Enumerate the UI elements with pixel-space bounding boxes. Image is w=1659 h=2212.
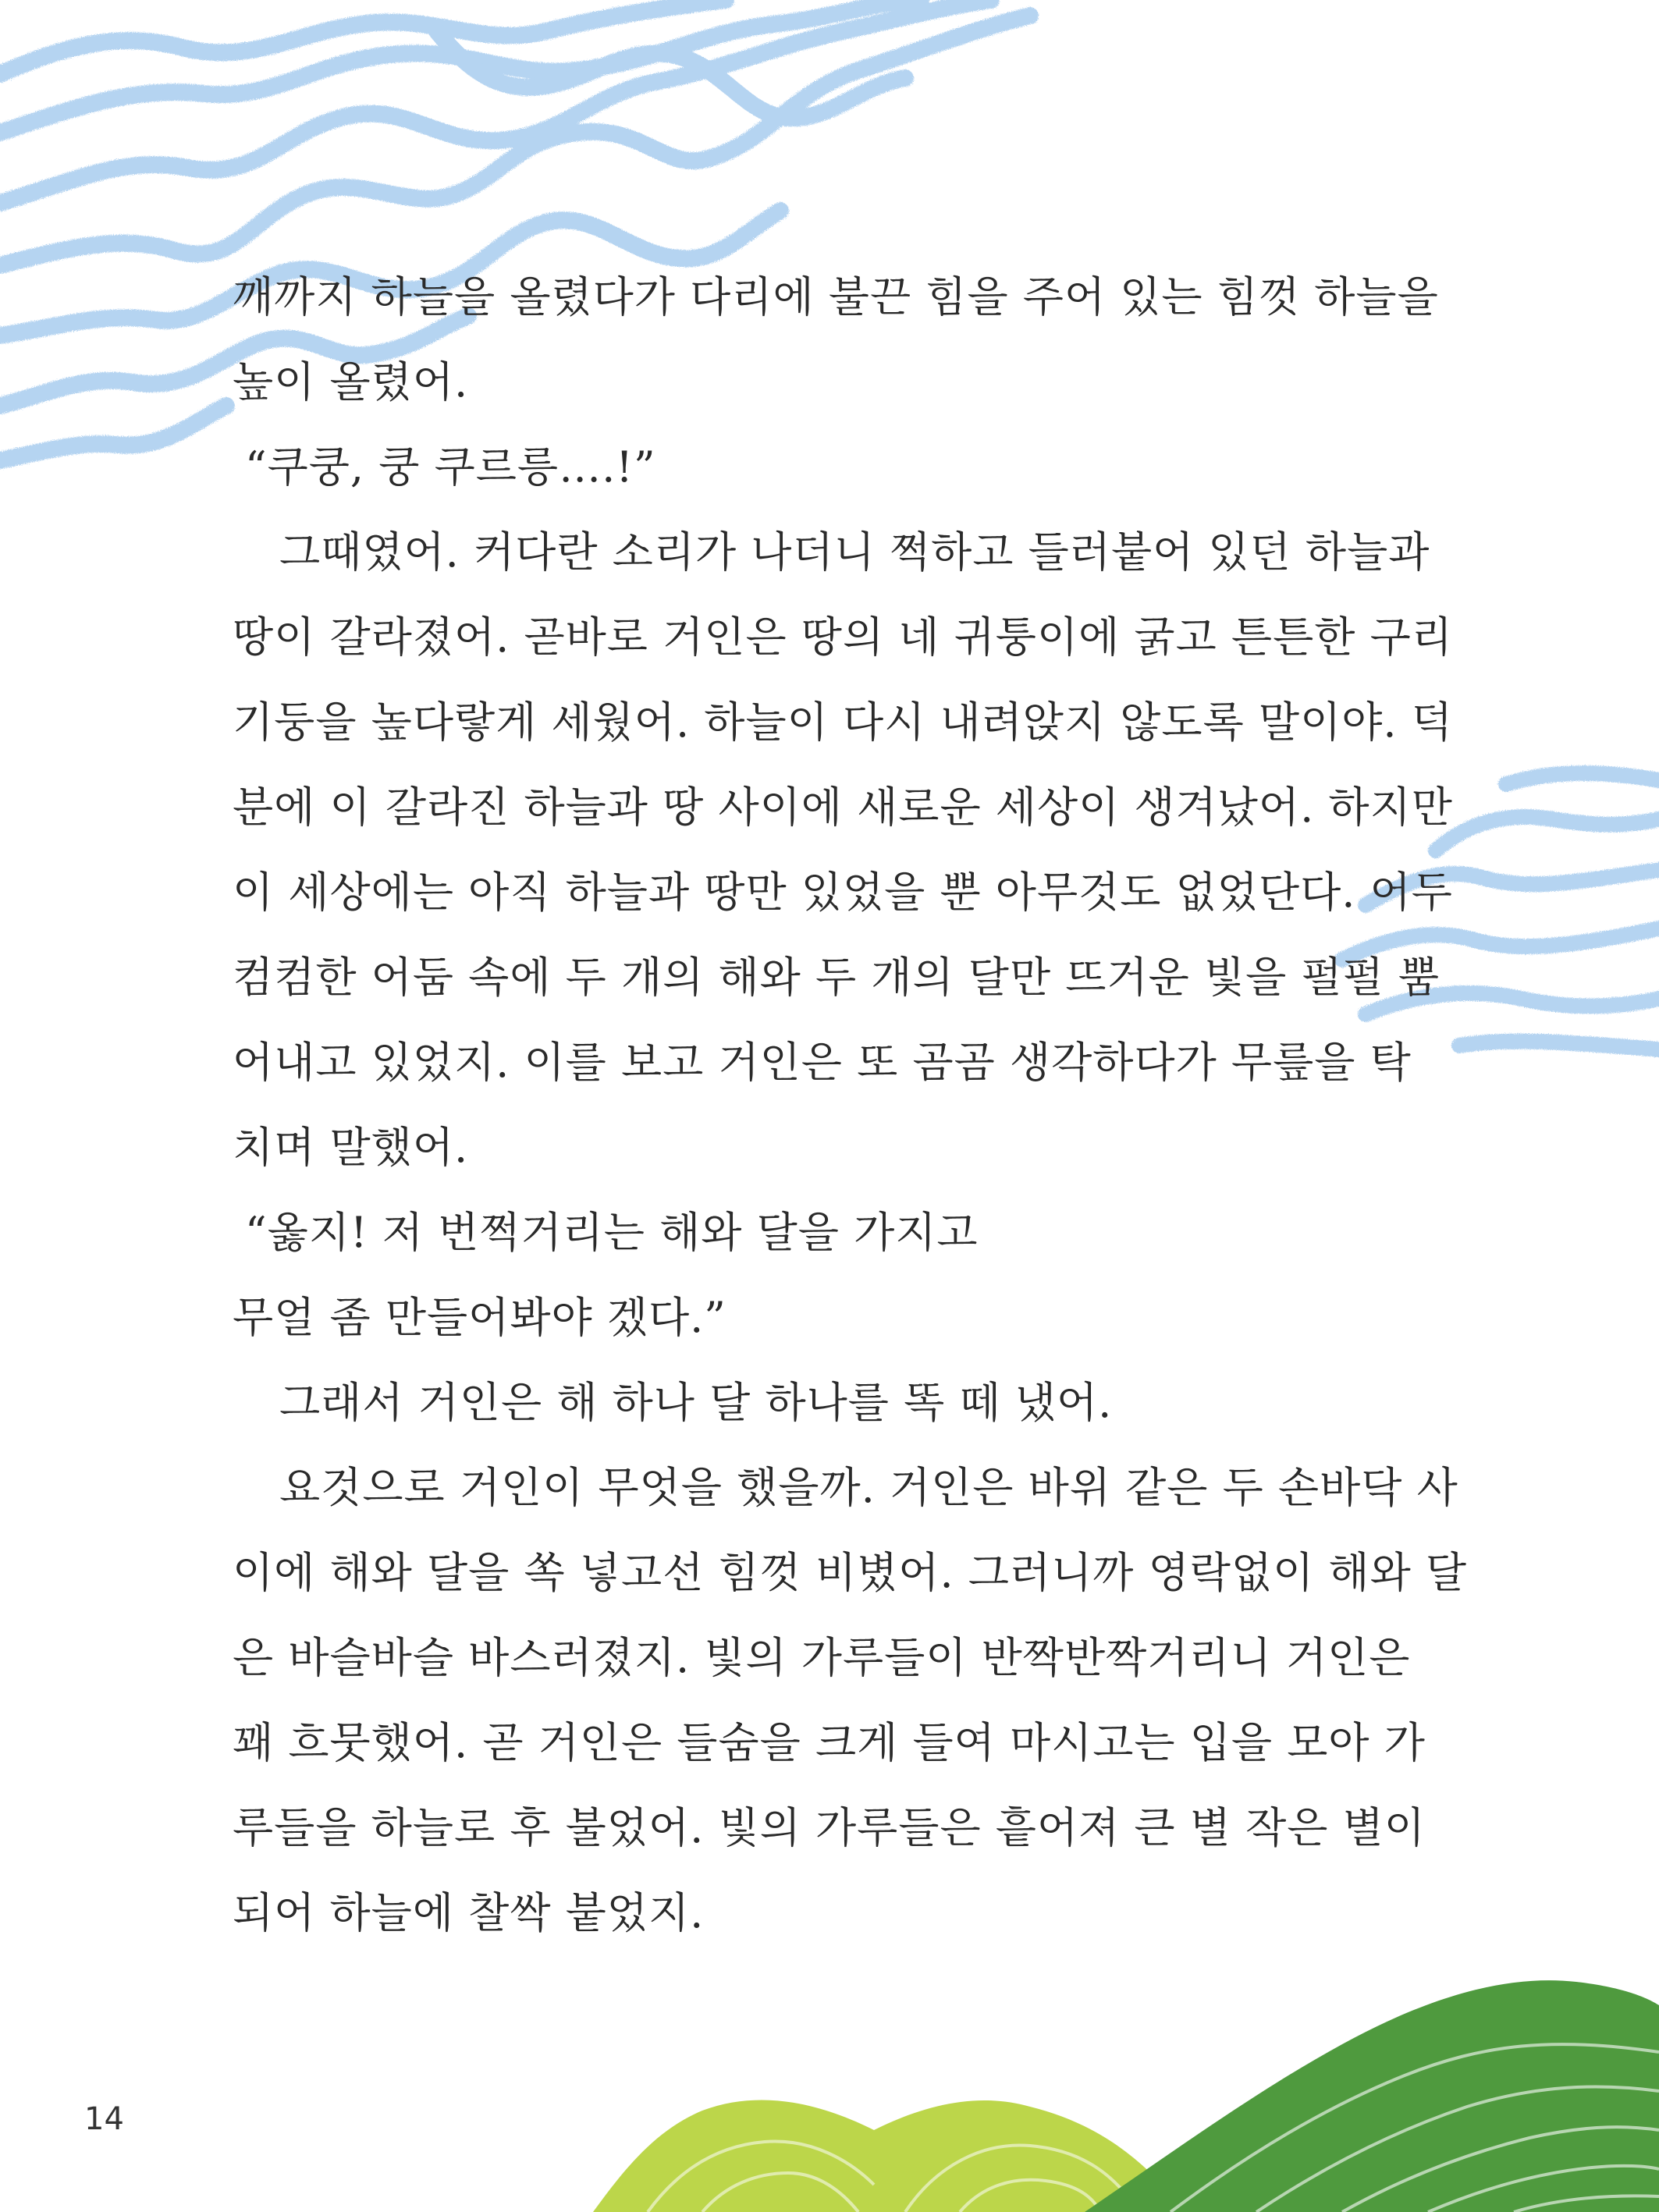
story-dialogue-line: 무얼 좀 만들어봐야 겠다.” <box>233 1293 726 1342</box>
story-line: 어내고 있었지. 이를 보고 거인은 또 곰곰 생각하다가 무릎을 탁 <box>233 1038 1412 1087</box>
story-line: 되어 하늘에 찰싹 붙었지. <box>233 1888 705 1937</box>
story-line: 높이 올렸어. <box>233 357 469 407</box>
story-line: 이에 해와 달을 쏙 넣고선 힘껏 비볐어. 그러니까 영락없이 해와 달 <box>233 1548 1468 1597</box>
story-line: 컴컴한 어둠 속에 두 개의 해와 두 개의 달만 뜨거운 빛을 펄펄 뿜 <box>233 953 1441 1002</box>
story-line: 땅이 갈라졌어. 곧바로 거인은 땅의 네 귀퉁이에 굵고 튼튼한 구리 <box>233 612 1453 662</box>
story-line: 치며 말했어. <box>233 1123 469 1172</box>
story-dialogue-line: “옳지! 저 번쩍거리는 해와 달을 가지고 <box>245 1208 979 1257</box>
story-line: 은 바슬바슬 바스러졌지. 빛의 가루들이 반짝반짝거리니 거인은 <box>233 1633 1411 1682</box>
story-line: 그때였어. 커다란 소리가 나더니 쩍하고 들러붙어 있던 하늘과 <box>279 527 1430 577</box>
story-line: 꽤 흐뭇했어. 곧 거인은 들숨을 크게 들여 마시고는 입을 모아 가 <box>233 1718 1426 1767</box>
story-line: 기둥을 높다랗게 세웠어. 하늘이 다시 내려앉지 않도록 말이야. 덕 <box>233 698 1453 747</box>
story-line: 루들을 하늘로 후 불었어. 빛의 가루들은 흩어져 큰 별 작은 별이 <box>233 1803 1426 1852</box>
story-line: 분에 이 갈라진 하늘과 땅 사이에 새로운 세상이 생겨났어. 하지만 <box>233 783 1453 832</box>
page-number: 14 <box>84 2101 124 2137</box>
water-swirls-top <box>0 0 1030 460</box>
story-line: 그래서 거인은 해 하나 달 하나를 똑 떼 냈어. <box>279 1378 1113 1427</box>
hills-bottom <box>593 1980 1659 2212</box>
story-line: 깨까지 하늘을 올렸다가 다리에 불끈 힘을 주어 있는 힘껏 하늘을 <box>233 272 1439 321</box>
story-line: 요것으로 거인이 무엇을 했을까. 거인은 바위 같은 두 손바닥 사 <box>279 1463 1458 1512</box>
story-line: 이 세상에는 아직 하늘과 땅만 있었을 뿐 아무것도 없었단다. 어두 <box>233 868 1453 917</box>
story-dialogue-line: “쿠쿵, 쿵 쿠르릉….!” <box>245 442 656 492</box>
